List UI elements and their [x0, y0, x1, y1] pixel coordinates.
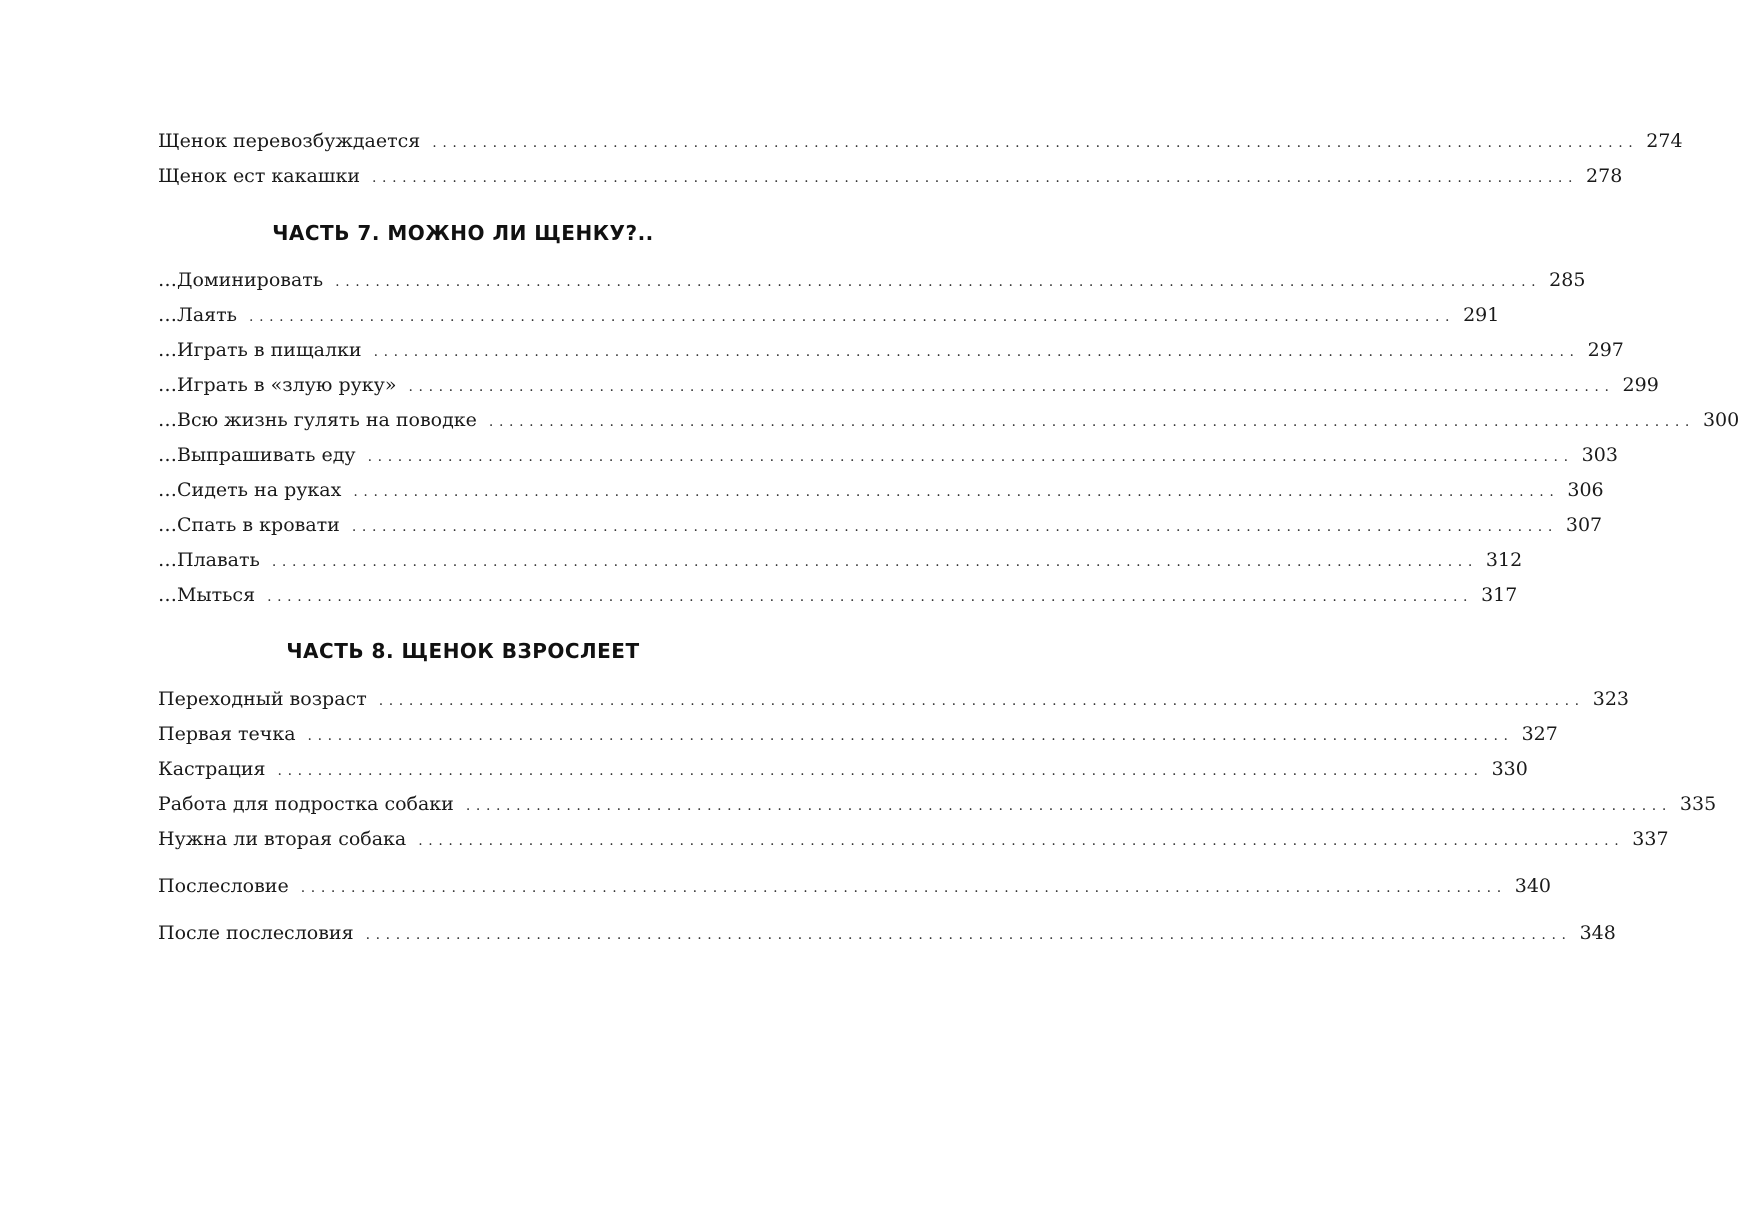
toc-entry — [158, 475, 1604, 505]
toc-entry-page: 306 — [1567, 479, 1604, 501]
toc-entry-title: …Играть в пищалки — [158, 339, 362, 361]
dot-leader: ........................................................................................................................ — [367, 449, 1574, 465]
toc-entry-title: …Спать в кровати — [158, 514, 340, 536]
toc-entry-page: 299 — [1622, 374, 1659, 396]
dot-leader: ........................................................................................................................ — [351, 519, 1558, 535]
dot-leader: ........................................................................................................................ — [378, 693, 1585, 709]
toc-entry — [158, 824, 1669, 854]
toc-entry-title: Работа для подростка собаки — [158, 793, 454, 815]
toc-entry-page: 291 — [1463, 304, 1500, 326]
toc-entry — [158, 918, 1616, 948]
toc-entry-title: …Мыться — [158, 584, 256, 606]
toc-entry-title: Нужна ли вторая собака — [158, 828, 407, 850]
toc-entry-page: 323 — [1592, 688, 1629, 710]
toc-entry-page: 303 — [1581, 444, 1618, 466]
toc-entry — [158, 370, 1659, 400]
dot-leader: ........................................................................................................................ — [249, 309, 1456, 325]
toc-entry — [158, 510, 1603, 540]
toc-entry-page: 285 — [1549, 269, 1586, 291]
toc-entry-title: Первая течка — [158, 723, 296, 745]
toc-entry-page: 274 — [1646, 130, 1683, 152]
dot-leader: ........................................................................................................................ — [353, 484, 1560, 500]
toc-entry-page: 300 — [1702, 409, 1739, 431]
toc-entry — [158, 161, 1623, 191]
toc-entry-page: 330 — [1491, 758, 1528, 780]
toc-entry — [158, 719, 1558, 749]
toc-entry-page: 340 — [1514, 875, 1552, 897]
toc-entry — [158, 871, 1552, 901]
toc-entry — [158, 754, 1528, 784]
toc-entry — [158, 300, 1500, 330]
toc-entry-page: 307 — [1565, 514, 1603, 536]
dot-leader: ........................................................................................................................ — [277, 763, 1484, 779]
toc-entry — [158, 789, 1717, 819]
dot-leader: ........................................................................................................................ — [267, 589, 1474, 605]
toc-entry — [158, 126, 1683, 156]
toc-entry — [158, 440, 1618, 470]
toc-entry-page: 312 — [1485, 549, 1523, 571]
toc-entry-title: Переходный возраст — [158, 688, 367, 710]
dot-leader: ........................................................................................................................ — [335, 274, 1542, 290]
toc-entry — [158, 265, 1586, 295]
dot-leader: ........................................................................................................................ — [365, 927, 1572, 943]
dot-leader: ........................................................................................................................ — [271, 554, 1478, 570]
dot-leader: ........................................................................................................................ — [488, 414, 1695, 430]
toc-entry-title: Щенок ест какашки — [158, 165, 360, 187]
toc-entry-title: После послесловия — [158, 922, 354, 944]
toc-entry-title: Щенок перевозбуждается — [158, 130, 421, 152]
toc-entry — [158, 684, 1629, 714]
toc-entry-title: …Доминировать — [158, 269, 324, 291]
toc-entry-title: …Лаять — [158, 304, 238, 326]
toc-entry-title: …Плавать — [158, 549, 260, 571]
toc-entry-title: …Играть в «злую руку» — [158, 374, 397, 396]
dot-leader: ........................................................................................................................ — [418, 833, 1625, 849]
toc-entry — [158, 335, 1624, 365]
dot-leader: ........................................................................................................................ — [432, 135, 1639, 151]
dot-leader: ........................................................................................................................ — [465, 798, 1672, 814]
toc-entry — [158, 405, 1739, 435]
dot-leader: ........................................................................................................................ — [300, 880, 1507, 896]
toc-entry-page: 348 — [1579, 922, 1616, 944]
part-8-heading: ЧАСТЬ 8. ЩЕНОК ВЗРОСЛЕЕТ — [286, 639, 640, 663]
toc-entry — [158, 580, 1518, 610]
dot-leader: ........................................................................................................................ — [372, 170, 1579, 186]
toc-entry-title: Послесловие — [158, 875, 289, 897]
part-7-heading: ЧАСТЬ 7. МОЖНО ЛИ ЩЕНКУ?.. — [272, 221, 654, 245]
toc-entry-page: 278 — [1586, 165, 1623, 187]
toc-entry-page: 317 — [1481, 584, 1518, 606]
toc-entry-title: …Сидеть на руках — [158, 479, 342, 501]
toc-entry-page: 327 — [1521, 723, 1558, 745]
toc-entry-title: Кастрация — [158, 758, 266, 780]
toc-entry-title: …Выпрашивать еду — [158, 444, 356, 466]
toc-entry — [158, 545, 1523, 575]
toc-entry-page: 335 — [1679, 793, 1717, 815]
dot-leader: ........................................................................................................................ — [408, 379, 1615, 395]
dot-leader: ........................................................................................................................ — [373, 344, 1580, 360]
toc-entry-title: …Всю жизнь гулять на поводке — [158, 409, 477, 431]
dot-leader: ........................................................................................................................ — [307, 728, 1514, 744]
toc-entry-page: 337 — [1632, 828, 1669, 850]
table-of-contents — [158, 0, 1739, 1211]
toc-entry-page: 297 — [1587, 339, 1624, 361]
